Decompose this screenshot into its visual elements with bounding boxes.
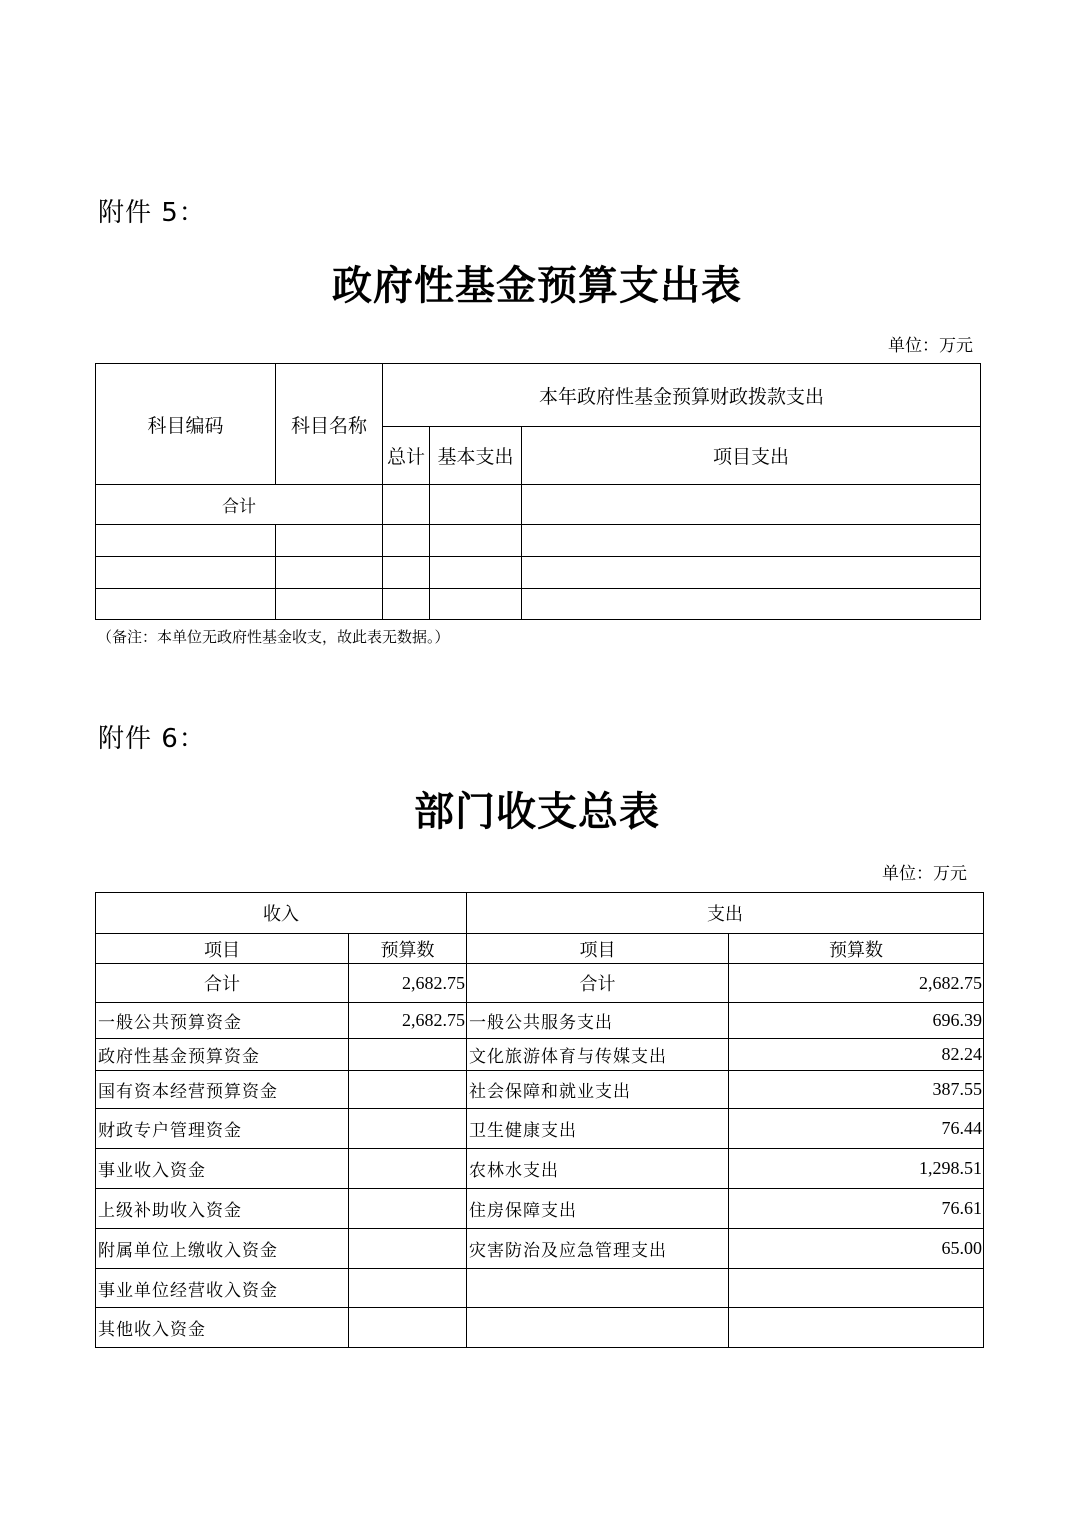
- row-out-item: [467, 1269, 729, 1308]
- header-group: 本年政府性基金预算财政拨款支出: [383, 364, 981, 427]
- row-in-value: [349, 1109, 467, 1149]
- row-out-item: 一般公共服务支出: [467, 1003, 729, 1039]
- table-row: [96, 1109, 984, 1149]
- row-in-value: [349, 1308, 467, 1348]
- total-in-label: 合计: [96, 964, 349, 1003]
- unit-label-1: 单位：万元: [888, 336, 973, 356]
- row-out-item: 住房保障支出: [467, 1189, 729, 1229]
- row-in-item: 其他收入资金: [96, 1308, 349, 1348]
- table-row: [96, 1149, 984, 1189]
- total-in-value: 2,682.75: [349, 964, 467, 1003]
- row-out-item: 文化旅游体育与传媒支出: [467, 1039, 729, 1071]
- table-row: [96, 1269, 984, 1308]
- row-in-item: 事业收入资金: [96, 1149, 349, 1189]
- table-row: [96, 525, 981, 557]
- table-row: [96, 1189, 984, 1229]
- table-cell: [383, 485, 430, 525]
- row-out-value: 1,298.51: [729, 1149, 984, 1189]
- row-in-value: [349, 1071, 467, 1109]
- row-in-item: 附属单位上缴收入资金: [96, 1229, 349, 1269]
- row-in-value: [349, 1269, 467, 1308]
- row-in-value: [349, 1039, 467, 1071]
- fund-budget-title: 政府性基金预算支出表: [332, 262, 742, 309]
- header-income: 收入: [96, 893, 467, 934]
- header-total: 总计: [383, 427, 430, 485]
- row-out-item: [467, 1308, 729, 1348]
- header-item-in: 项目: [96, 934, 349, 964]
- row-in-value: [349, 1149, 467, 1189]
- row-out-value: 65.00: [729, 1229, 984, 1269]
- row-in-value: 2,682.75: [349, 1003, 467, 1039]
- header-item-out: 项目: [467, 934, 729, 964]
- header-budget-in: 预算数: [349, 934, 467, 964]
- table-row: [96, 1071, 984, 1109]
- fund-budget-table: [95, 363, 981, 620]
- header-budget-out: 预算数: [729, 934, 984, 964]
- total-out-value: 2,682.75: [729, 964, 984, 1003]
- header-basic: 基本支出: [430, 427, 522, 485]
- header-code: 科目编码: [96, 364, 276, 485]
- row-in-item: 上级补助收入资金: [96, 1189, 349, 1229]
- row-in-item: 一般公共预算资金: [96, 1003, 349, 1039]
- row-in-item: 财政专户管理资金: [96, 1109, 349, 1149]
- row-out-item: 灾害防治及应急管理支出: [467, 1229, 729, 1269]
- row-out-value: [729, 1308, 984, 1348]
- summary-title: 部门收支总表: [414, 788, 660, 835]
- row-in-item: 国有资本经营预算资金: [96, 1071, 349, 1109]
- row-out-value: [729, 1269, 984, 1308]
- table-row: [96, 1308, 984, 1348]
- table-row: [96, 1229, 984, 1269]
- row-out-value: 82.24: [729, 1039, 984, 1071]
- header-project: 项目支出: [522, 427, 981, 485]
- attachment-6-label: 附件 6：: [98, 724, 206, 754]
- row-out-item: 农林水支出: [467, 1149, 729, 1189]
- row-out-item: 卫生健康支出: [467, 1109, 729, 1149]
- table-row: [96, 589, 981, 620]
- row-out-item: 社会保障和就业支出: [467, 1071, 729, 1109]
- row-out-value: 76.61: [729, 1189, 984, 1229]
- attachment-5-label: 附件 5：: [98, 198, 206, 228]
- row-out-value: 76.44: [729, 1109, 984, 1149]
- table-row: [96, 1003, 984, 1039]
- row-in-item: 政府性基金预算资金: [96, 1039, 349, 1071]
- note-text: （备注：本单位无政府性基金收支，故此表无数据。）: [97, 628, 450, 646]
- row-out-value: 387.55: [729, 1071, 984, 1109]
- total-out-label: 合计: [467, 964, 729, 1003]
- header-expense: 支出: [467, 893, 984, 934]
- header-name: 科目名称: [276, 364, 383, 485]
- table-cell: [522, 485, 981, 525]
- row-in-item: 事业单位经营收入资金: [96, 1269, 349, 1308]
- row-out-value: 696.39: [729, 1003, 984, 1039]
- table-cell: [430, 485, 522, 525]
- income-expense-table: [95, 892, 984, 1348]
- table-row: [96, 1039, 984, 1071]
- total-row-label: 合计: [96, 485, 383, 525]
- unit-label-2: 单位：万元: [882, 864, 967, 884]
- row-in-value: [349, 1229, 467, 1269]
- table-row: [96, 557, 981, 589]
- row-in-value: [349, 1189, 467, 1229]
